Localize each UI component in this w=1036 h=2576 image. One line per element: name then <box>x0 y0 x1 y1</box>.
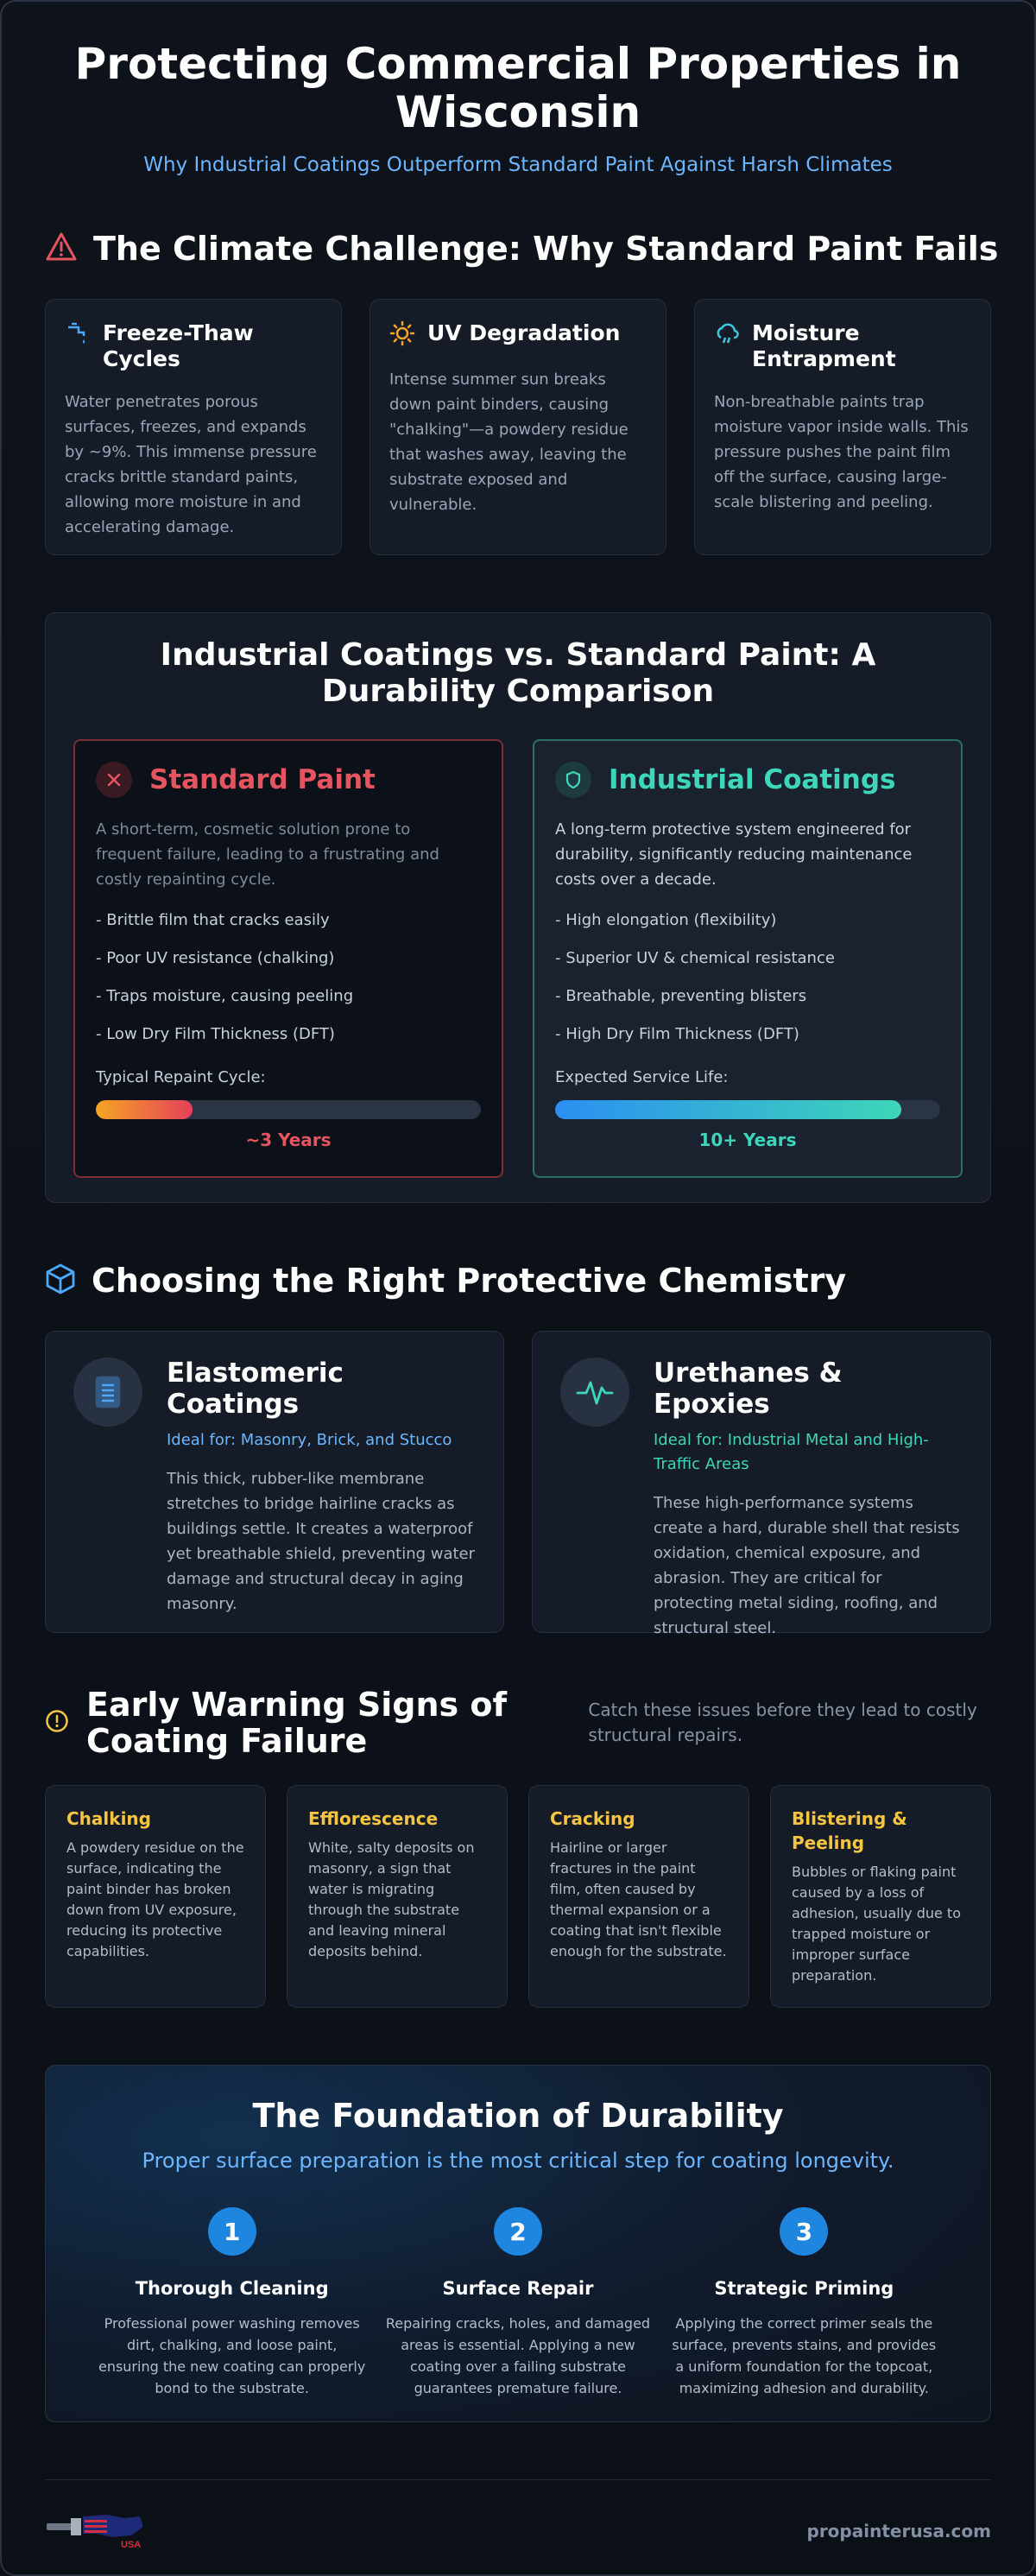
list-item: - High Dry Film Thickness (DFT) <box>555 1025 799 1043</box>
step-cleaning <box>89 2207 375 2399</box>
chemistry-card-text: These high-performance systems create a hard, durable shell that resists oxidation, chemical exposure, and abrasion. They are critical for protecting metal siding, roofing, and structural steel. <box>654 1494 960 1637</box>
chemistry-card-elastomeric <box>45 1331 504 1633</box>
alert-circle-icon <box>45 1709 69 1737</box>
page-title: Protecting Commercial Properties in Wisconsin <box>74 39 962 137</box>
chemistry-card-title: Urethanes & Epoxies <box>654 1358 843 1420</box>
climate-heading: The Climate Challenge: Why Standard Paint Fails <box>93 230 999 268</box>
list-item: - High elongation (flexibility) <box>555 911 777 929</box>
comparison-section <box>45 612 991 1203</box>
sun-icon <box>389 320 415 350</box>
climate-card-title: Moisture Entrapment <box>752 320 896 371</box>
repaint-cycle-bar <box>96 1100 481 1119</box>
x-icon <box>96 762 132 798</box>
chemistry-cards <box>45 1331 991 1637</box>
list-item: - Brittle film that cracks easily <box>96 911 330 929</box>
step-text: Professional power washing removes dirt, chalking, and loose paint, ensuring the new coating can properly bond to the substrate. <box>98 2315 366 2396</box>
warning-section-heading <box>45 1687 991 1759</box>
step-priming <box>661 2207 947 2399</box>
company-logo[interactable] <box>45 2508 148 2554</box>
warning-cards <box>45 1785 991 2008</box>
warning-card-title: Efflorescence <box>308 1808 439 1829</box>
step-repair <box>375 2207 660 2399</box>
warning-card-text: A powdery residue on the surface, indicating the paint binder has broken down from UV exposure, reducing its protective capabilities. <box>66 1839 244 1959</box>
faucet-drip-icon <box>65 320 91 350</box>
warning-note: Catch these issues before they lead to costly structural repairs. <box>588 1699 977 1745</box>
chemistry-section-heading <box>45 1262 1034 1300</box>
warning-card-text: Bubbles or flaking paint caused by a loss of adhesion, usually due to trapped moisture or improper surface preparation. <box>792 1864 961 1984</box>
climate-card-title: UV Degradation <box>427 320 621 345</box>
standard-paint-title: Standard Paint <box>149 764 376 795</box>
step-title: Thorough Cleaning <box>135 2278 329 2299</box>
step-number: 1 <box>208 2207 256 2256</box>
warning-card-chalking <box>45 1785 266 2008</box>
climate-card-title: Freeze-Thaw Cycles <box>103 320 254 371</box>
chemistry-card-ideal: Ideal for: Industrial Metal and High-Traffic Areas <box>654 1431 929 1473</box>
list-item: - Low Dry Film Thickness (DFT) <box>96 1025 335 1043</box>
list-item: - Poor UV resistance (chalking) <box>96 949 335 967</box>
step-title: Surface Repair <box>442 2278 594 2299</box>
foundation-subtitle: Proper surface preparation is the most critical step for coating longevity. <box>142 2149 894 2173</box>
foundation-section <box>45 2065 991 2422</box>
warning-card-title: Chalking <box>66 1808 151 1829</box>
warning-card-cracking <box>528 1785 749 2008</box>
footer <box>45 2508 991 2554</box>
climate-card-uv <box>370 299 666 555</box>
climate-card-freeze-thaw <box>45 299 342 555</box>
industrial-coatings-card <box>533 739 963 1178</box>
chemistry-card-title: Elastomeric Coatings <box>167 1358 344 1420</box>
standard-paint-description: A short-term, cosmetic solution prone to frequent failure, leading to a frustrating and costly repainting cycle. <box>96 820 439 889</box>
warning-card-title: Cracking <box>550 1808 635 1829</box>
step-title: Strategic Priming <box>714 2278 894 2299</box>
cloud-rain-icon <box>714 320 740 350</box>
repaint-cycle-value: ~3 Years <box>245 1130 332 1150</box>
warning-card-blistering <box>770 1785 991 2008</box>
chemistry-heading: Choosing the Right Protective Chemistry <box>92 1262 847 1300</box>
warning-triangle-icon <box>45 231 78 266</box>
service-life-label: Expected Service Life: <box>555 1068 729 1086</box>
step-number: 3 <box>780 2207 828 2256</box>
service-life-value: 10+ Years <box>698 1130 797 1150</box>
chemistry-card-text: This thick, rubber-like membrane stretches to bridge hairline cracks as buildings settle. It creates a waterproof yet breathable shield, preventing water damage and structural decay in aging masonry. <box>167 1470 476 1613</box>
step-text: Repairing cracks, holes, and damaged areas is essential. Applying a new coating over a failing substrate guarantees premature failure. <box>385 2315 651 2396</box>
climate-cards <box>45 299 991 555</box>
step-number: 2 <box>494 2207 542 2256</box>
foundation-steps <box>46 2207 990 2399</box>
repaint-cycle-label: Typical Repaint Cycle: <box>96 1068 266 1086</box>
climate-card-text: Water penetrates porous surfaces, freezes, and expands by ~9%. This immense pressure cracks brittle standard paints, allowing more moisture in and accelerating damage. <box>65 393 317 536</box>
industrial-coatings-title: Industrial Coatings <box>609 764 896 795</box>
step-text: Applying the correct primer seals the surface, prevents stains, and provides a uniform foundation for the topcoat, maximizing adhesion and durability. <box>672 2315 937 2396</box>
warning-card-efflorescence <box>287 1785 508 2008</box>
climate-card-moisture <box>694 299 991 555</box>
logo-text: USA <box>121 2540 142 2550</box>
foundation-heading: The Foundation of Durability <box>252 2097 784 2135</box>
chemistry-card-urethanes <box>532 1331 991 1637</box>
climate-card-text: Intense summer sun breaks down paint binders, causing "chalking"—a powdery residue that washes away, leaving the substrate exposed and vulnerable. <box>389 370 629 514</box>
list-item: - Traps moisture, causing peeling <box>96 987 354 1005</box>
cube-icon <box>45 1263 76 1299</box>
document-icon <box>73 1358 142 1427</box>
footer-divider <box>45 2479 991 2480</box>
warning-card-title: Blistering & Peeling <box>792 1808 907 1853</box>
chemistry-card-ideal: Ideal for: Masonry, Brick, and Stucco <box>167 1431 452 1449</box>
industrial-coatings-description: A long-term protective system engineered for durability, significantly reducing maintenance costs over a decade. <box>555 820 913 889</box>
pulse-icon <box>560 1358 629 1427</box>
comparison-heading: Industrial Coatings vs. Standard Paint: A Durability Comparison <box>160 637 876 709</box>
warning-card-text: Hairline or larger fractures in the paint film, often caused by thermal expansion or a coating that isn't flexible enough for the substrate. <box>550 1839 727 1959</box>
shield-icon <box>555 762 591 798</box>
website-link[interactable]: propainterusa.com <box>806 2521 991 2541</box>
climate-card-text: Non-breathable paints trap moisture vapor inside walls. This pressure pushes the paint film off the surface, causing large-scale blistering and peeling. <box>714 393 969 511</box>
list-item: - Superior UV & chemical resistance <box>555 949 835 967</box>
climate-section-heading <box>45 230 1034 268</box>
warning-card-text: White, salty deposits on masonry, a sign that water is migrating through the substrate and leaving mineral deposits behind. <box>308 1839 475 1959</box>
service-life-bar <box>555 1100 940 1119</box>
standard-paint-card <box>73 739 503 1178</box>
page-subtitle: Why Industrial Coatings Outperform Standard Paint Against Harsh Climates <box>143 154 893 176</box>
list-item: - Breathable, preventing blisters <box>555 987 807 1005</box>
warning-heading: Early Warning Signs of Coating Failure <box>86 1686 508 1760</box>
